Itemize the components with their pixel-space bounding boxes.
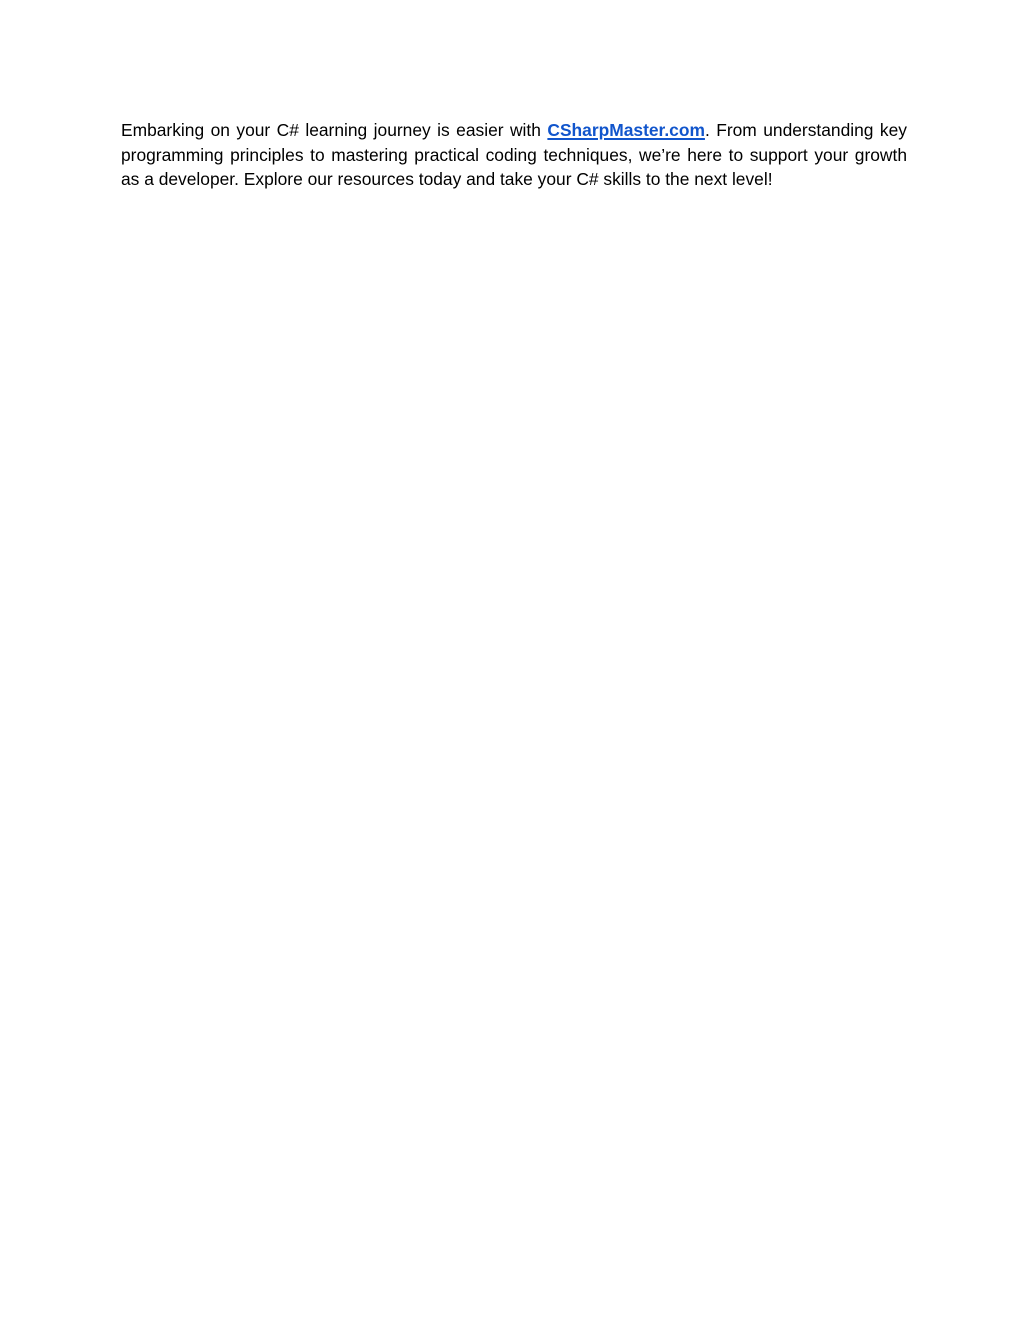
paragraph-text-after-link: . From understanding key programming principles to mastering practical coding techniques, we’re here to support your growth as a developer. Explore our resources today and take your C# skills to the next level! [121,120,907,189]
csharpmaster-link[interactable]: CSharpMaster.com [547,120,705,140]
paragraph-text-before-link: Embarking on your C# learning journey is easier with [121,120,548,140]
body-paragraph [121,118,907,192]
